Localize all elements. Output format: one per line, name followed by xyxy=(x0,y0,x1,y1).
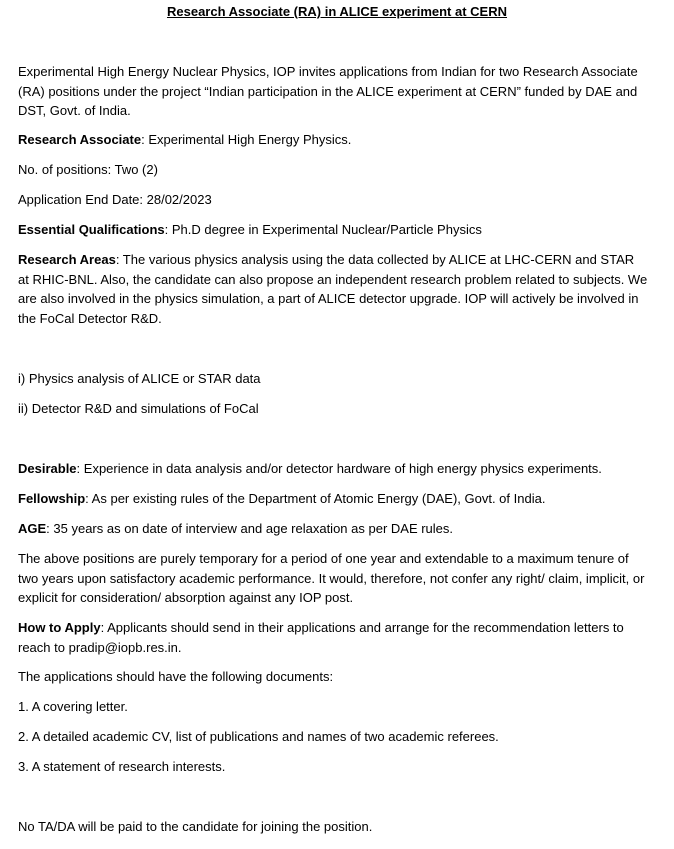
how-to-apply-label: How to Apply xyxy=(18,620,101,635)
areas-list-item: i) Physics analysis of ALICE or STAR data xyxy=(18,371,261,386)
qualifications-line xyxy=(18,220,648,240)
document-list-item: 3. A statement of research interests. xyxy=(18,759,226,774)
fellowship-label: Fellowship xyxy=(18,491,86,506)
positions-line: No. of positions: Two (2) xyxy=(18,162,158,177)
document-list-item: 1. A covering letter. xyxy=(18,699,128,714)
how-to-apply-paragraph xyxy=(18,618,648,657)
page-title: Research Associate (RA) in ALICE experiment at CERN xyxy=(166,4,508,19)
fellowship-line xyxy=(18,489,648,509)
research-associate-value: : Experimental High Energy Physics. xyxy=(141,132,352,147)
footer-note: No TA/DA will be paid to the candidate for joining the position. xyxy=(18,819,373,834)
documents-intro: The applications should have the following documents: xyxy=(18,669,334,684)
tenure-paragraph: The above positions are purely temporary for a period of one year and extendable to a maximum tenure of two years upon satisfactory academic performance. It would, therefore, not confer any right/ claim, implicit, or explicit for consideration/ absorption against any IOP post. xyxy=(18,551,645,605)
desirable-line xyxy=(18,459,648,479)
age-value: : 35 years as on date of interview and age relaxation as per DAE rules. xyxy=(46,521,454,536)
research-associate-label: Research Associate xyxy=(18,132,142,147)
research-areas-value: : The various physics analysis using the data collected by ALICE at LHC-CERN and STAR at RHIC-BNL. Also, the candidate can also propose an independent research problem related to subjects. We are also involved in the physics simulation, a part of ALICE detector upgrade. IOP will actively be involved in the FoCal Detector R&D. xyxy=(18,252,648,326)
research-areas-paragraph xyxy=(18,250,648,328)
age-line xyxy=(18,519,648,539)
desirable-label: Desirable xyxy=(18,461,77,476)
qualifications-label: Essential Qualifications xyxy=(18,222,165,237)
areas-list-item: ii) Detector R&D and simulations of FoCal xyxy=(18,401,259,416)
desirable-value: : Experience in data analysis and/or detector hardware of high energy physics experiments. xyxy=(76,461,602,476)
research-areas-label: Research Areas xyxy=(18,252,116,267)
qualifications-value: : Ph.D degree in Experimental Nuclear/Particle Physics xyxy=(164,222,482,237)
intro-paragraph: Experimental High Energy Nuclear Physics, IOP invites applications from Indian for two Research Associate (RA) positions under the project “Indian participation in the ALICE experiment at CERN” funded by DAE and DST, Govt. of India. xyxy=(18,64,638,118)
fellowship-value: : As per existing rules of the Department of Atomic Energy (DAE), Govt. of India. xyxy=(85,491,546,506)
how-to-apply-value: : Applicants should send in their applications and arrange for the recommendation letters to reach to pradip@iopb.res.in. xyxy=(18,620,624,655)
age-label: AGE xyxy=(18,521,47,536)
end-date-line: Application End Date: 28/02/2023 xyxy=(18,192,212,207)
research-associate-line xyxy=(18,130,648,150)
document-list-item: 2. A detailed academic CV, list of publications and names of two academic referees. xyxy=(18,729,499,744)
